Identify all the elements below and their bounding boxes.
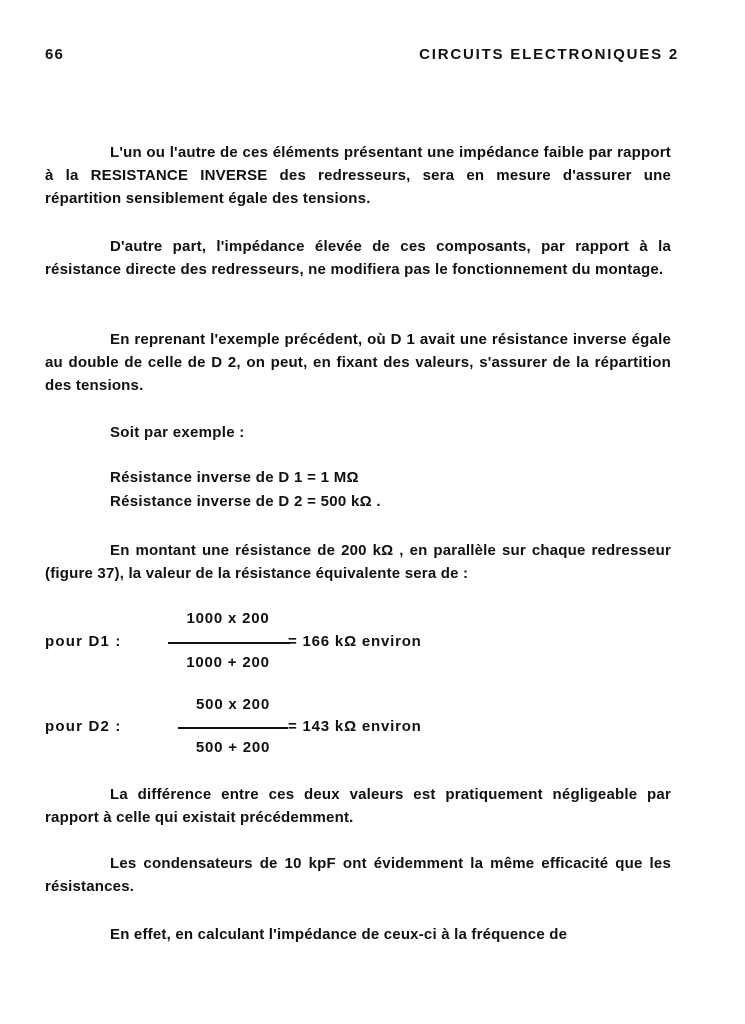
page-number: 66 [45,46,65,63]
paragraph-1-text: L'un ou l'autre de ces éléments présentant une impédance faible par rapport à la RESISTANCE INVERSE des redresseurs, sera en mesure d'assurer une répartition sensiblement égale des tensions. [45,144,671,207]
resistance-d1-line: Résistance inverse de D 1 = 1 MΩ [110,469,359,486]
paragraph-3 [45,328,671,397]
equation-d2-denominator: 500 + 200 [195,739,271,756]
equation-d1-fraction-bar [168,642,290,644]
equation-d2-result: = 143 kΩ environ [288,718,422,735]
paragraph-8 [45,852,671,898]
equation-d2-numerator: 500 x 200 [196,696,270,713]
paragraph-3-text: En reprenant l'exemple précédent, où D 1 avait une résistance inverse égale au double de celle de D 2, on peut, en fixant des valeurs, s'assurer de la répartition des tensions. [45,331,671,394]
paragraph-8-text: Les condensateurs de 10 kpF ont évidemment la même efficacité que les résistances. [45,855,671,895]
paragraph-6-text: En montant une résistance de 200 kΩ , en parallèle sur chaque redresseur (figure 37), la valeur de la résistance équivalente sera de : [45,542,671,582]
paragraph-4: Soit par exemple : [110,424,245,441]
running-title: CIRCUITS ELECTRONIQUES 2 [419,46,679,63]
equation-d1-label: pour D1 : [45,633,122,650]
paragraph-2 [45,235,671,281]
resistance-d2-line: Résistance inverse de D 2 = 500 kΩ . [110,493,381,510]
equation-d1-denominator: 1000 + 200 [186,654,270,671]
paragraph-7-text: La différence entre ces deux valeurs est pratiquement négligeable par rapport à celle qui existait précédemment. [45,786,671,826]
paragraph-9 [45,923,671,946]
equation-d1-numerator: 1000 x 200 [186,610,270,627]
paragraph-2-text: D'autre part, l'impédance élevée de ces composants, par rapport à la résistance directe des redresseurs, ne modifiera pas le fonctionnement du montage. [45,238,671,278]
paragraph-7 [45,783,671,829]
equation-d1-result: = 166 kΩ environ [288,633,422,650]
paragraph-1 [45,141,671,210]
paragraph-6 [45,539,671,585]
equation-d2-label: pour D2 : [45,718,122,735]
equation-d2-fraction-bar [178,727,288,729]
paragraph-9-text: En effet, en calculant l'impédance de ceux-ci à la fréquence de [110,926,568,943]
